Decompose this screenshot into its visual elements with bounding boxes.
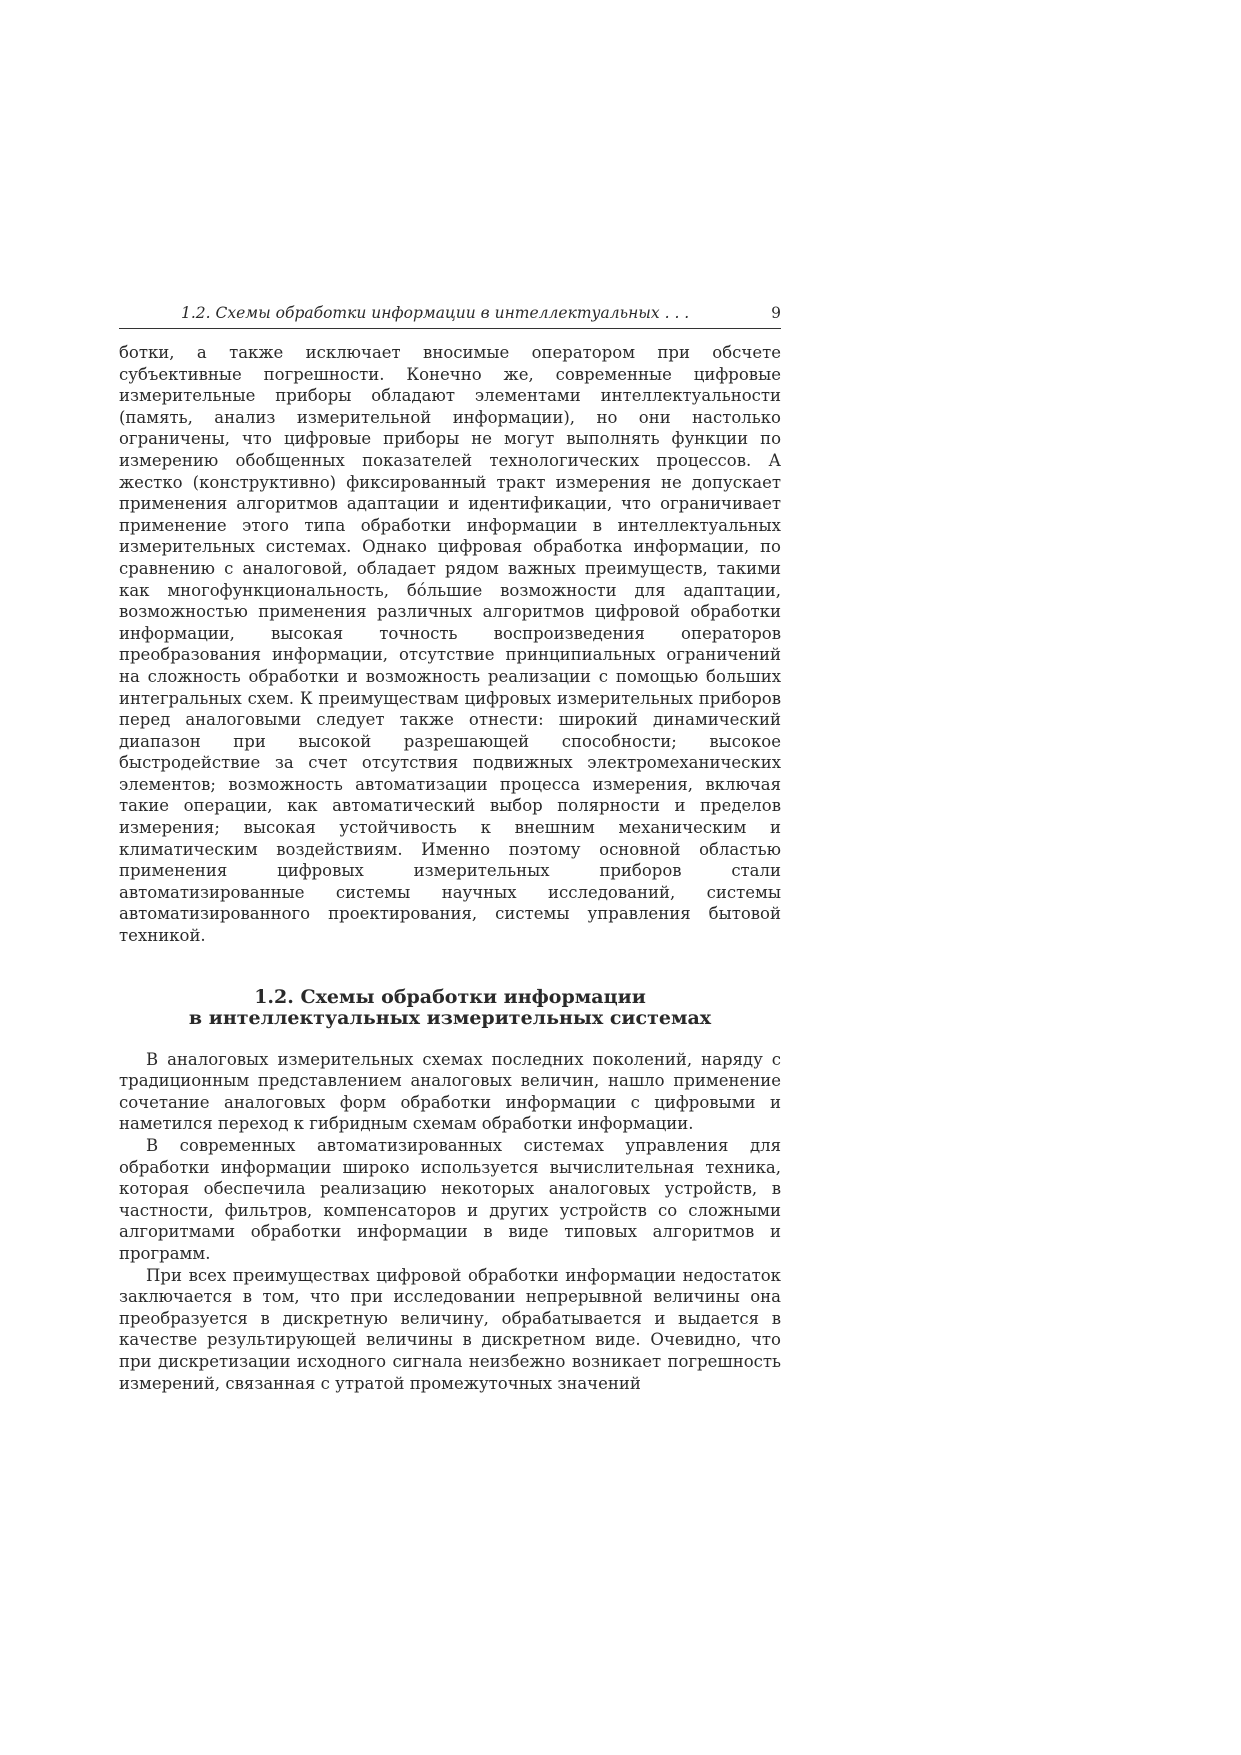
section-heading-line: в интеллектуальных измерительных системах bbox=[188, 1006, 712, 1029]
running-head bbox=[119, 300, 781, 329]
page-number: 9 bbox=[771, 304, 781, 322]
book-page bbox=[119, 300, 781, 1394]
running-head-title: 1.2. Схемы обработки информации в интеллектуальных . . . bbox=[181, 304, 690, 322]
paragraph: В современных автоматизированных системах управления для обработки информации широко используется вычислительная техника, которая обеспечила реализацию некоторых аналоговых устройств, в частности, фильтров, компенсаторов и других устройств со сложными алгоритмами обработки информации в виде типовых алгоритмов и программ. bbox=[119, 1136, 781, 1263]
paragraph: ботки, а также исключает вносимые оператором при обсчете субъективные погрешности. Конечно же, современные цифровые измерительные приборы обладают элементами интеллектуальности (память, анализ измерительной информации), но они настолько ограничены, что цифровые приборы не могут выполнять функции по измерению обобщенных показателей технологических процессов. А жестко (конструктивно) фиксированный тракт измерения не допускает применения алгоритмов адаптации и идентификации, что ограничивает применение этого типа обработки информации в интеллектуальных измерительных системах. Однако цифровая обработка информации, по сравнению с аналоговой, обладает рядом важных преимуществ, такими как многофункциональность, бóльшие возможности для адаптации, возможностью применения различных алгоритмов цифровой обработки информации, высокая точность воспроизведения операторов преобразования информации, отсутствие принципиальных ограничений на сложность обработки и возможность реализации с помощью больших интегральных схем. К преимуществам цифровых измерительных приборов перед аналоговыми следует также отнести: широкий динамический диапазон при высокой разрешающей способности; высокое быстродействие за счет отсутствия подвижных электромеханических элементов; возможность автоматизации процесса измерения, включая такие операции, как автоматический выбор полярности и пределов измерения; высокая устойчивость к внешним механическим и климатическим воздействиям. Именно поэтому основной областью применения цифровых измерительных приборов стали автоматизированные системы научных исследований, системы автоматизированного проектирования, системы управления бытовой техникой. bbox=[119, 343, 781, 946]
section-heading-line: 1.2. Схемы обработки информации bbox=[254, 985, 646, 1008]
section-heading bbox=[119, 987, 781, 1029]
body-text bbox=[119, 342, 781, 1394]
paragraph: В аналоговых измерительных схемах последних поколений, наряду с традиционным представлением аналоговых величин, нашло применение сочетание аналоговых форм обработки информации с цифровыми и наметился переход к гибридным схемам обработки информации. bbox=[119, 1049, 781, 1134]
paragraph: При всех преимуществах цифровой обработки информации недостаток заключается в том, что при исследовании непрерывной величины она преобразуется в дискретную величину, обрабатывается и выдается в качестве результирующей величины в дискретном виде. Очевидно, что при дискретизации исходного сигнала неизбежно возникает погрешность измерений, связанная с утратой промежуточных значений bbox=[119, 1265, 781, 1393]
